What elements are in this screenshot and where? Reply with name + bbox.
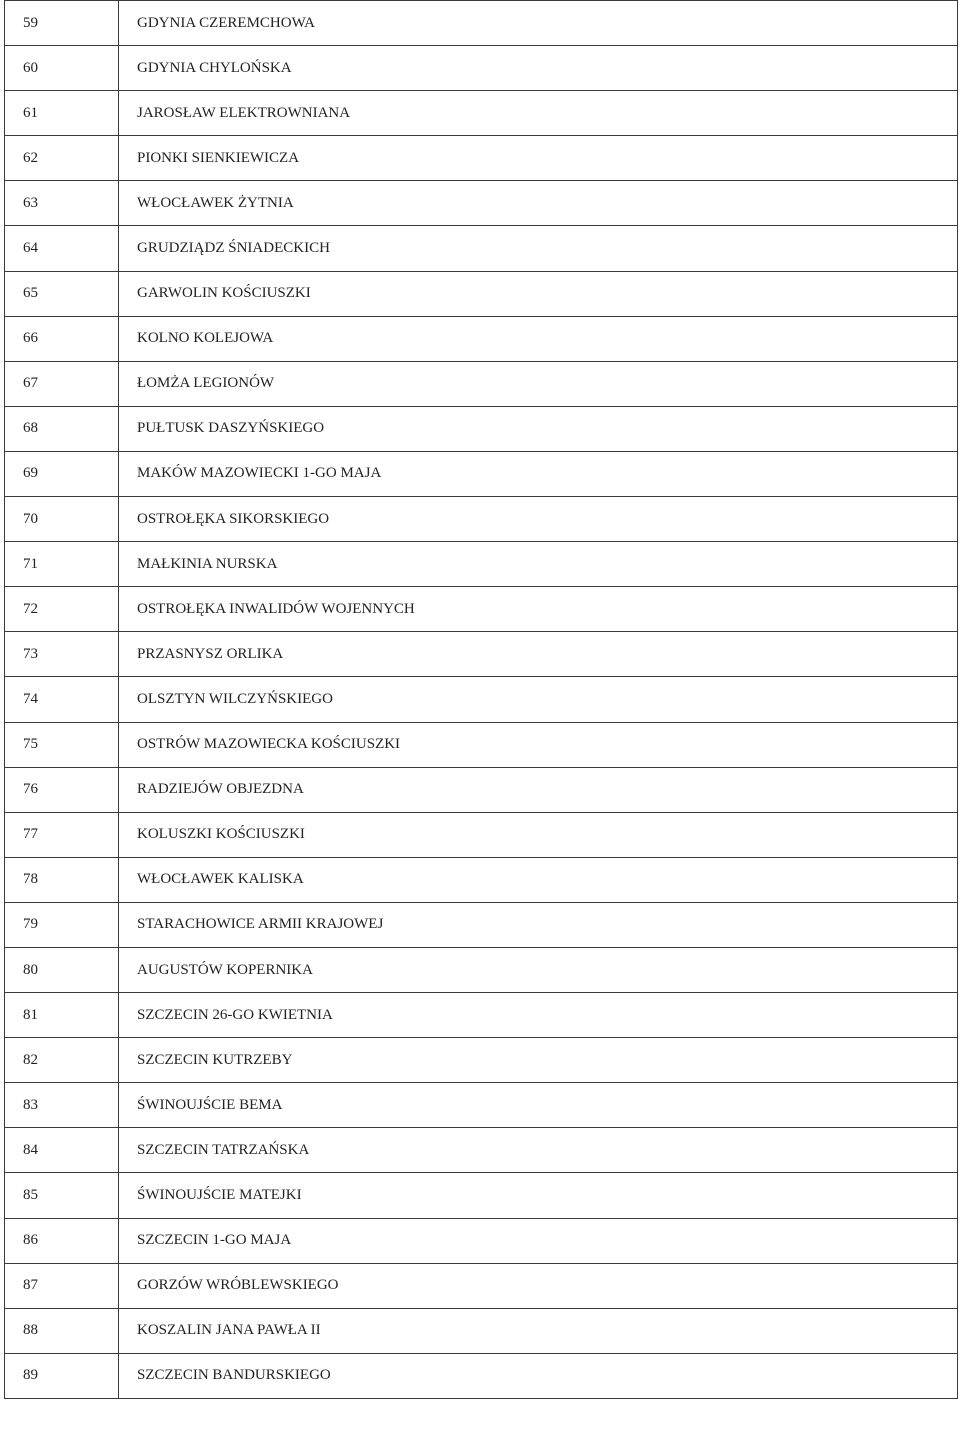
location-name-cell: WŁOCŁAWEK ŻYTNIA xyxy=(119,181,958,226)
table-row xyxy=(5,542,958,587)
location-name-cell: GORZÓW WRÓBLEWSKIEGO xyxy=(119,1263,958,1308)
location-name-cell: AUGUSTÓW KOPERNIKA xyxy=(119,947,958,992)
table-row xyxy=(5,902,958,947)
location-name-cell: SZCZECIN 1-GO MAJA xyxy=(119,1218,958,1263)
row-number-cell: 82 xyxy=(5,1038,119,1083)
location-name-cell: SZCZECIN BANDURSKIEGO xyxy=(119,1353,958,1398)
location-name-cell: OSTRÓW MAZOWIECKA KOŚCIUSZKI xyxy=(119,722,958,767)
row-number-cell: 85 xyxy=(5,1173,119,1218)
location-name-cell: SZCZECIN 26-GO KWIETNIA xyxy=(119,993,958,1038)
table-row xyxy=(5,361,958,406)
table-row xyxy=(5,497,958,542)
location-name-cell: SZCZECIN TATRZAŃSKA xyxy=(119,1128,958,1173)
location-name-cell: JAROSŁAW ELEKTROWNIANA xyxy=(119,91,958,136)
table-row xyxy=(5,406,958,451)
row-number-cell: 77 xyxy=(5,812,119,857)
row-number-cell: 74 xyxy=(5,677,119,722)
row-number-cell: 60 xyxy=(5,46,119,91)
location-name-cell: MAKÓW MAZOWIECKI 1-GO MAJA xyxy=(119,451,958,496)
row-number-cell: 83 xyxy=(5,1083,119,1128)
table-row xyxy=(5,722,958,767)
table-row xyxy=(5,91,958,136)
table-row xyxy=(5,226,958,271)
row-number-cell: 88 xyxy=(5,1308,119,1353)
location-name-cell: SZCZECIN KUTRZEBY xyxy=(119,1038,958,1083)
table-row xyxy=(5,857,958,902)
row-number-cell: 79 xyxy=(5,902,119,947)
table-row xyxy=(5,1263,958,1308)
location-name-cell: STARACHOWICE ARMII KRAJOWEJ xyxy=(119,902,958,947)
row-number-cell: 75 xyxy=(5,722,119,767)
location-name-cell: OLSZTYN WILCZYŃSKIEGO xyxy=(119,677,958,722)
row-number-cell: 65 xyxy=(5,271,119,316)
location-name-cell: GRUDZIĄDZ ŚNIADECKICH xyxy=(119,226,958,271)
location-name-cell: OSTROŁĘKA INWALIDÓW WOJENNYCH xyxy=(119,587,958,632)
row-number-cell: 66 xyxy=(5,316,119,361)
row-number-cell: 63 xyxy=(5,181,119,226)
row-number-cell: 80 xyxy=(5,947,119,992)
table-row xyxy=(5,1173,958,1218)
row-number-cell: 87 xyxy=(5,1263,119,1308)
table-row xyxy=(5,677,958,722)
table-row xyxy=(5,181,958,226)
table-row xyxy=(5,316,958,361)
table-row xyxy=(5,1038,958,1083)
location-name-cell: GARWOLIN KOŚCIUSZKI xyxy=(119,271,958,316)
location-name-cell: ŁOMŻA LEGIONÓW xyxy=(119,361,958,406)
location-table xyxy=(4,0,958,1399)
table-row xyxy=(5,1,958,46)
location-name-cell: PUŁTUSK DASZYŃSKIEGO xyxy=(119,406,958,451)
table-row xyxy=(5,1083,958,1128)
row-number-cell: 89 xyxy=(5,1353,119,1398)
row-number-cell: 59 xyxy=(5,1,119,46)
location-name-cell: KOLNO KOLEJOWA xyxy=(119,316,958,361)
table-row xyxy=(5,271,958,316)
location-name-cell: WŁOCŁAWEK KALISKA xyxy=(119,857,958,902)
table-row xyxy=(5,993,958,1038)
row-number-cell: 70 xyxy=(5,497,119,542)
row-number-cell: 68 xyxy=(5,406,119,451)
location-table-body xyxy=(5,1,958,1399)
location-name-cell: KOLUSZKI KOŚCIUSZKI xyxy=(119,812,958,857)
location-name-cell: GDYNIA CHYLOŃSKA xyxy=(119,46,958,91)
table-row xyxy=(5,451,958,496)
table-row xyxy=(5,632,958,677)
row-number-cell: 86 xyxy=(5,1218,119,1263)
row-number-cell: 67 xyxy=(5,361,119,406)
row-number-cell: 78 xyxy=(5,857,119,902)
table-row xyxy=(5,1353,958,1398)
location-name-cell: PRZASNYSZ ORLIKA xyxy=(119,632,958,677)
row-number-cell: 71 xyxy=(5,542,119,587)
table-row xyxy=(5,136,958,181)
location-name-cell: PIONKI SIENKIEWICZA xyxy=(119,136,958,181)
location-name-cell: ŚWINOUJŚCIE BEMA xyxy=(119,1083,958,1128)
row-number-cell: 69 xyxy=(5,451,119,496)
row-number-cell: 76 xyxy=(5,767,119,812)
table-row xyxy=(5,587,958,632)
location-name-cell: MAŁKINIA NURSKA xyxy=(119,542,958,587)
row-number-cell: 62 xyxy=(5,136,119,181)
table-row xyxy=(5,46,958,91)
row-number-cell: 84 xyxy=(5,1128,119,1173)
row-number-cell: 64 xyxy=(5,226,119,271)
location-name-cell: ŚWINOUJŚCIE MATEJKI xyxy=(119,1173,958,1218)
table-row xyxy=(5,1128,958,1173)
location-name-cell: GDYNIA CZEREMCHOWA xyxy=(119,1,958,46)
table-row xyxy=(5,947,958,992)
table-row xyxy=(5,812,958,857)
location-name-cell: OSTROŁĘKA SIKORSKIEGO xyxy=(119,497,958,542)
location-name-cell: RADZIEJÓW OBJEZDNA xyxy=(119,767,958,812)
table-row xyxy=(5,1218,958,1263)
row-number-cell: 72 xyxy=(5,587,119,632)
row-number-cell: 61 xyxy=(5,91,119,136)
row-number-cell: 81 xyxy=(5,993,119,1038)
table-row xyxy=(5,1308,958,1353)
row-number-cell: 73 xyxy=(5,632,119,677)
location-name-cell: KOSZALIN JANA PAWŁA II xyxy=(119,1308,958,1353)
table-row xyxy=(5,767,958,812)
